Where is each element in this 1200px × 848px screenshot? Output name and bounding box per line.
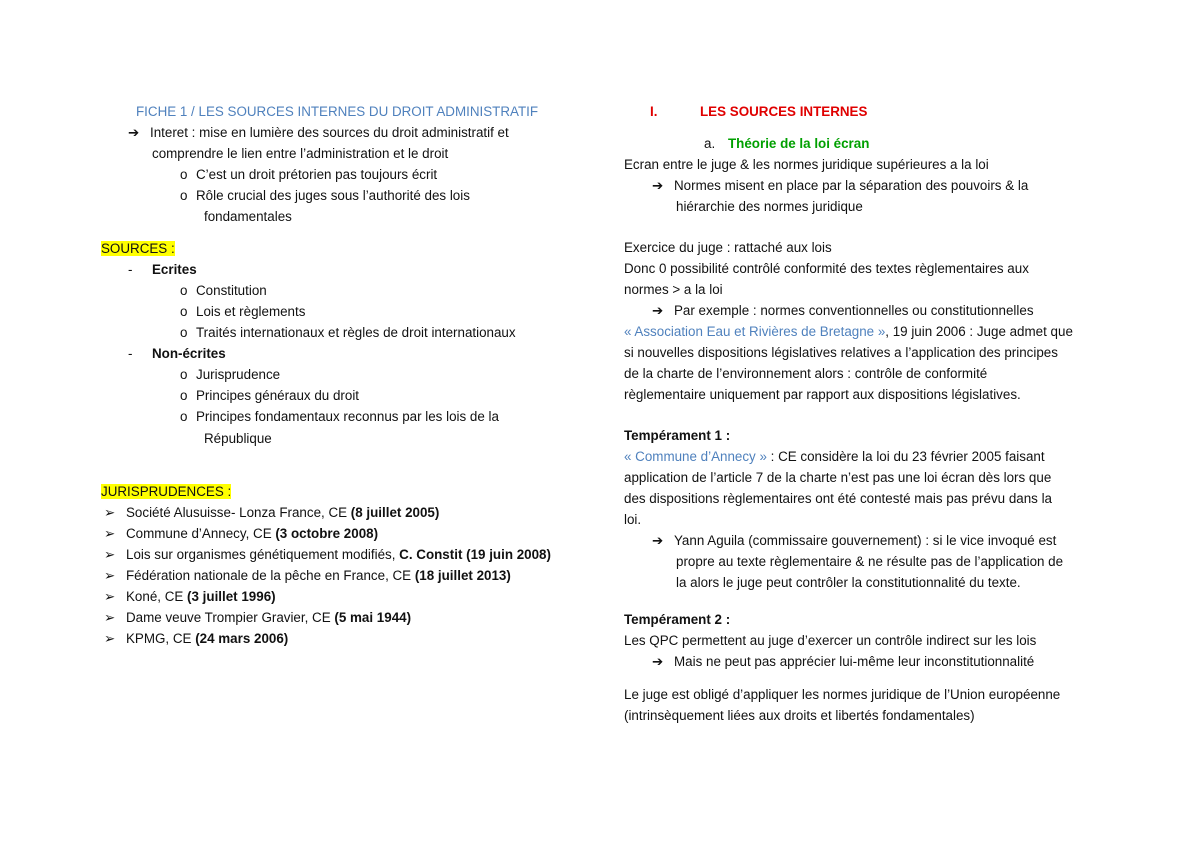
juris-item: [104, 628, 288, 649]
juris-date: (18 juillet 2013): [414, 568, 511, 583]
arrowhead-bullet-icon: ➢: [104, 610, 116, 625]
interet-line-2: comprendre le lien entre l’administration et le droit: [152, 146, 449, 161]
circle-bullet-icon: o: [180, 388, 188, 403]
arrow-line: [652, 300, 1034, 321]
ecrites-item: [128, 259, 197, 280]
paragraph-line: Exercice du juge : rattaché aux lois: [624, 240, 832, 255]
jurisprudences-heading-text: JURISPRUDENCES :: [101, 484, 232, 499]
circle-bullet-icon: o: [180, 325, 188, 340]
arrow-right-icon: ➔: [652, 303, 664, 318]
paragraph-line: règlementaire uniquement par rapport aux dispositions législatives.: [624, 387, 1021, 402]
paragraph-line: loi.: [624, 512, 642, 527]
paragraph-line: application de l’article 7 de la charte n’est pas une loi écran dès lors que: [624, 470, 1052, 485]
arrow-right-icon: ➔: [128, 125, 140, 140]
list-item-text: Rôle crucial des juges sous l’authorité des lois: [196, 188, 470, 203]
juris-date: C. Constit (19 juin 2008): [399, 547, 551, 562]
list-item: [180, 322, 516, 343]
subsection-title: Théorie de la loi écran: [728, 136, 870, 151]
arrowhead-bullet-icon: ➢: [104, 505, 116, 520]
arrow-line-text: Mais ne peut pas apprécier lui-même leur inconstitutionnalité: [674, 654, 1035, 669]
list-item: [180, 364, 280, 385]
list-item-continuation: République: [204, 431, 272, 446]
juris-date: (5 mai 1944): [334, 610, 412, 625]
paragraph-line: Donc 0 possibilité contrôlé conformité des textes règlementaires aux: [624, 261, 1029, 276]
case-name: « Association Eau et Rivières de Bretagne »: [624, 324, 886, 339]
list-item: [180, 164, 437, 185]
list-item-text: Traités internationaux et règles de droit internationaux: [196, 325, 516, 340]
section-title: LES SOURCES INTERNES: [700, 104, 868, 119]
temperament-1-heading: Tempérament 1 :: [624, 428, 731, 443]
arrow-line: [652, 175, 1028, 196]
paragraph-text: : CE considère la loi du 23 février 2005 faisant: [766, 449, 1045, 464]
list-item-text: Jurisprudence: [196, 367, 281, 382]
arrowhead-bullet-icon: ➢: [104, 568, 116, 583]
arrow-line-text: Yann Aguila (commissaire gouvernement) : si le vice invoqué est: [674, 533, 1057, 548]
paragraph-line: des dispositions règlementaires ont été contesté mais pas prévu dans la: [624, 491, 1052, 506]
sources-heading: [101, 238, 175, 259]
arrowhead-bullet-icon: ➢: [104, 547, 116, 562]
juris-name: Fédération nationale de la pêche en France, CE: [126, 568, 415, 583]
arrowhead-bullet-icon: ➢: [104, 526, 116, 541]
juris-date: (3 octobre 2008): [275, 526, 379, 541]
juris-date: (8 juillet 2005): [350, 505, 440, 520]
arrow-line-text: Normes misent en place par la séparation des pouvoirs & la: [674, 178, 1029, 193]
list-item: [180, 301, 305, 322]
circle-bullet-icon: o: [180, 188, 188, 203]
non-ecrites-label: Non-écrites: [152, 346, 226, 361]
paragraph-line: de la charte de l’environnement alors : contrôle de conformité: [624, 366, 988, 381]
list-item: [180, 406, 499, 427]
juris-date: (24 mars 2006): [195, 631, 289, 646]
sources-heading-text: SOURCES :: [101, 241, 175, 256]
list-item: [180, 280, 267, 301]
section-number: I.: [650, 104, 658, 119]
circle-bullet-icon: o: [180, 304, 188, 319]
juris-item: [104, 607, 411, 628]
list-item: [180, 185, 470, 206]
arrow-right-icon: ➔: [652, 654, 664, 669]
paragraph-text: , 19 juin 2006 : Juge admet que: [885, 324, 1073, 339]
interet-line: [128, 122, 509, 143]
juris-item: [104, 565, 511, 586]
arrow-line-continuation: hiérarchie des normes juridique: [676, 199, 863, 214]
arrow-line-continuation: la alors le juge peut contrôler la constitutionnalité du texte.: [676, 575, 1021, 590]
page-title: FICHE 1 / LES SOURCES INTERNES DU DROIT ADMINISTRATIF: [136, 104, 539, 119]
paragraph-line: normes > a la loi: [624, 282, 723, 297]
juris-name: Commune d’Annecy, CE: [126, 526, 276, 541]
paragraph-line: si nouvelles dispositions législatives relatives a l’application des principes: [624, 345, 1058, 360]
list-item-continuation: fondamentales: [204, 209, 292, 224]
arrowhead-bullet-icon: ➢: [104, 631, 116, 646]
case-name: « Commune d’Annecy »: [624, 449, 767, 464]
temperament-2-heading: Tempérament 2 :: [624, 612, 731, 627]
dash-bullet-icon: -: [128, 346, 133, 361]
arrow-line-continuation: propre au texte règlementaire & ne résulte pas de l’application de: [676, 554, 1064, 569]
arrow-right-icon: ➔: [652, 533, 664, 548]
interet-text: Interet : mise en lumière des sources du droit administratif et: [150, 125, 509, 140]
juris-name: Lois sur organismes génétiquement modifiés,: [126, 547, 400, 562]
list-item-text: Constitution: [196, 283, 267, 298]
arrow-line: [652, 530, 1056, 551]
circle-bullet-icon: o: [180, 283, 188, 298]
list-item-text: Principes fondamentaux reconnus par les lois de la: [196, 409, 499, 424]
juris-item: [104, 502, 439, 523]
juris-name: Dame veuve Trompier Gravier, CE: [126, 610, 335, 625]
juris-name: Koné, CE: [126, 589, 188, 604]
arrowhead-bullet-icon: ➢: [104, 589, 116, 604]
arrow-right-icon: ➔: [652, 178, 664, 193]
ecrites-label: Ecrites: [152, 262, 197, 277]
arrow-line-text: Par exemple : normes conventionnelles ou constitutionnelles: [674, 303, 1034, 318]
juris-item: [104, 523, 378, 544]
jurisprudences-heading: [101, 481, 231, 502]
circle-bullet-icon: o: [180, 409, 188, 424]
list-item-text: Lois et règlements: [196, 304, 306, 319]
juris-name: KPMG, CE: [126, 631, 196, 646]
paragraph-line: Le juge est obligé d’appliquer les normes juridique de l’Union européenne: [624, 687, 1061, 702]
juris-date: (3 juillet 1996): [187, 589, 276, 604]
arrow-line: [652, 651, 1034, 672]
paragraph-line: [624, 446, 1045, 467]
paragraph-line: (intrinsèquement liées aux droits et libertés fondamentales): [624, 708, 975, 723]
list-item-text: Principes généraux du droit: [196, 388, 360, 403]
list-item-text: C’est un droit prétorien pas toujours écrit: [196, 167, 438, 182]
paragraph-line: [624, 321, 1073, 342]
dash-bullet-icon: -: [128, 262, 133, 277]
circle-bullet-icon: o: [180, 167, 188, 182]
circle-bullet-icon: o: [180, 367, 188, 382]
subsection-letter: a.: [704, 136, 716, 151]
juris-item: [104, 586, 276, 607]
paragraph-line: Les QPC permettent au juge d’exercer un contrôle indirect sur les lois: [624, 633, 1037, 648]
juris-name: Société Alusuisse- Lonza France, CE: [126, 505, 351, 520]
paragraph-line: Ecran entre le juge & les normes juridique supérieures a la loi: [624, 157, 989, 172]
list-item: [180, 385, 359, 406]
juris-item: [104, 544, 551, 565]
non-ecrites-item: [128, 343, 226, 364]
